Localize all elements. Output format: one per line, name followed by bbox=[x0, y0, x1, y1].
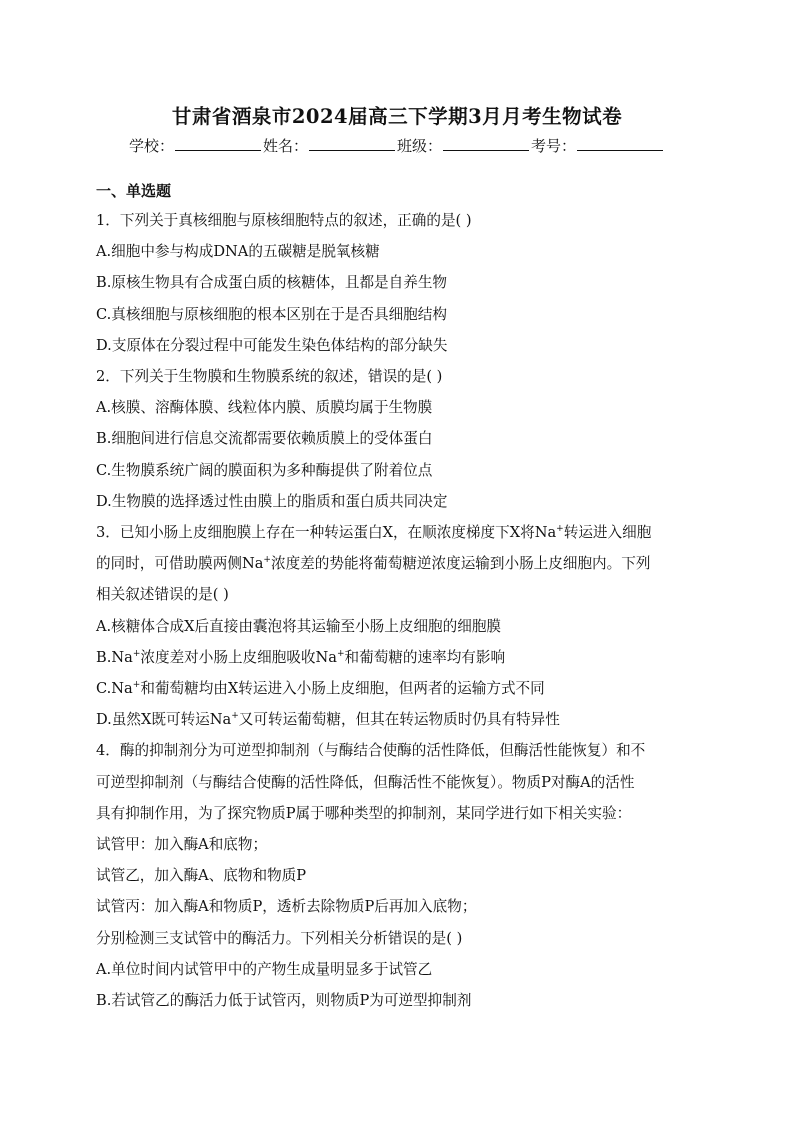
option-d: D.生物膜的选择透过性由膜上的脂质和蛋白质共同决定 bbox=[96, 492, 448, 510]
name-label: 姓名： bbox=[262, 137, 308, 155]
class-label: 班级： bbox=[397, 137, 443, 155]
name-blank bbox=[309, 136, 395, 151]
section-title: 一、单选题 bbox=[96, 182, 172, 200]
option-b: B.若试管乙的酶活力低于试管丙，则物质P为可逆型抑制剂 bbox=[96, 992, 472, 1010]
exam-content bbox=[96, 180, 698, 1016]
option-b: B.细胞间进行信息交流都需要依赖质膜上的受体蛋白 bbox=[96, 430, 433, 448]
option-a: A.核膜、溶酶体膜、线粒体内膜、质膜均属于生物膜 bbox=[96, 399, 433, 417]
exam-number-blank bbox=[577, 136, 663, 151]
question-stem-line: 具有抑制作用，为了探究物质P属于哪种类型的抑制剂，某同学进行如下相关实验： bbox=[96, 804, 632, 822]
question-stem-line: 分别检测三支试管中的酶活力。下列相关分析错误的是( ) bbox=[96, 929, 463, 947]
question-4 bbox=[96, 735, 698, 1016]
question-stem: 2．下列关于生物膜和生物膜系统的叙述，错误的是( ) bbox=[96, 368, 443, 386]
option-a: A.单位时间内试管甲中的产物生成量明显多于试管乙 bbox=[96, 960, 433, 978]
question-stem-line: 的同时，可借助膜两侧Na+浓度差的势能将葡萄糖逆浓度运输到小肠上皮细胞内。下列 bbox=[96, 555, 651, 573]
option-b: B.Na+浓度差对小肠上皮细胞吸收Na+和葡萄糖的速率均有影响 bbox=[96, 648, 506, 666]
student-info-line bbox=[0, 135, 794, 156]
school-blank bbox=[175, 136, 261, 151]
question-2 bbox=[96, 361, 698, 517]
option-a: A.细胞中参与构成DNA的五碳糖是脱氧核糖 bbox=[96, 243, 380, 261]
class-blank bbox=[443, 136, 529, 151]
test-tube-a-setup: 试管甲：加入酶A和底物； bbox=[96, 836, 268, 854]
question-stem-line: 4．酶的抑制剂分为可逆型抑制剂（与酶结合使酶的活性降低，但酶活性能恢复）和不 bbox=[96, 742, 646, 760]
exam-title: 甘肃省酒泉市2024届高三下学期3月月考生物试卷 bbox=[171, 105, 623, 128]
option-c: C.真核细胞与原核细胞的根本区别在于是否具细胞结构 bbox=[96, 305, 447, 323]
question-stem-line: 相关叙述错误的是( ) bbox=[96, 586, 229, 604]
question-1 bbox=[96, 205, 698, 361]
question-stem-line: 3．已知小肠上皮细胞膜上存在一种转运蛋白X，在顺浓度梯度下X将Na+转运进入细胞 bbox=[96, 524, 652, 542]
exam-number-label: 考号： bbox=[531, 137, 577, 155]
option-d: D.支原体在分裂过程中可能发生染色体结构的部分缺失 bbox=[96, 336, 448, 354]
option-a: A.核糖体合成X后直接由囊泡将其运输至小肠上皮细胞的细胞膜 bbox=[96, 617, 502, 635]
question-stem: 1．下列关于真核细胞与原核细胞特点的叙述，正确的是( ) bbox=[96, 212, 472, 229]
question-3 bbox=[96, 517, 698, 735]
school-label: 学校： bbox=[128, 137, 174, 155]
question-stem-line: 可逆型抑制剂（与酶结合使酶的活性降低，但酶活性不能恢复）。物质P对酶A的活性 bbox=[96, 773, 635, 791]
option-c: C.生物膜系统广阔的膜面积为多种酶提供了附着位点 bbox=[96, 461, 433, 479]
option-c: C.Na+和葡萄糖均由X转运进入小肠上皮细胞，但两者的运输方式不同 bbox=[96, 680, 545, 698]
test-tube-c-setup: 试管丙：加入酶A和物质P，透析去除物质P后再加入底物； bbox=[96, 898, 477, 916]
test-tube-b-setup: 试管乙，加入酶A、底物和物质P bbox=[96, 867, 307, 885]
option-d: D.虽然X既可转运Na+又可转运葡萄糖，但其在转运物质时仍具有特异性 bbox=[96, 711, 560, 729]
option-b: B.原核生物具有合成蛋白质的核糖体，且都是自养生物 bbox=[96, 274, 448, 292]
